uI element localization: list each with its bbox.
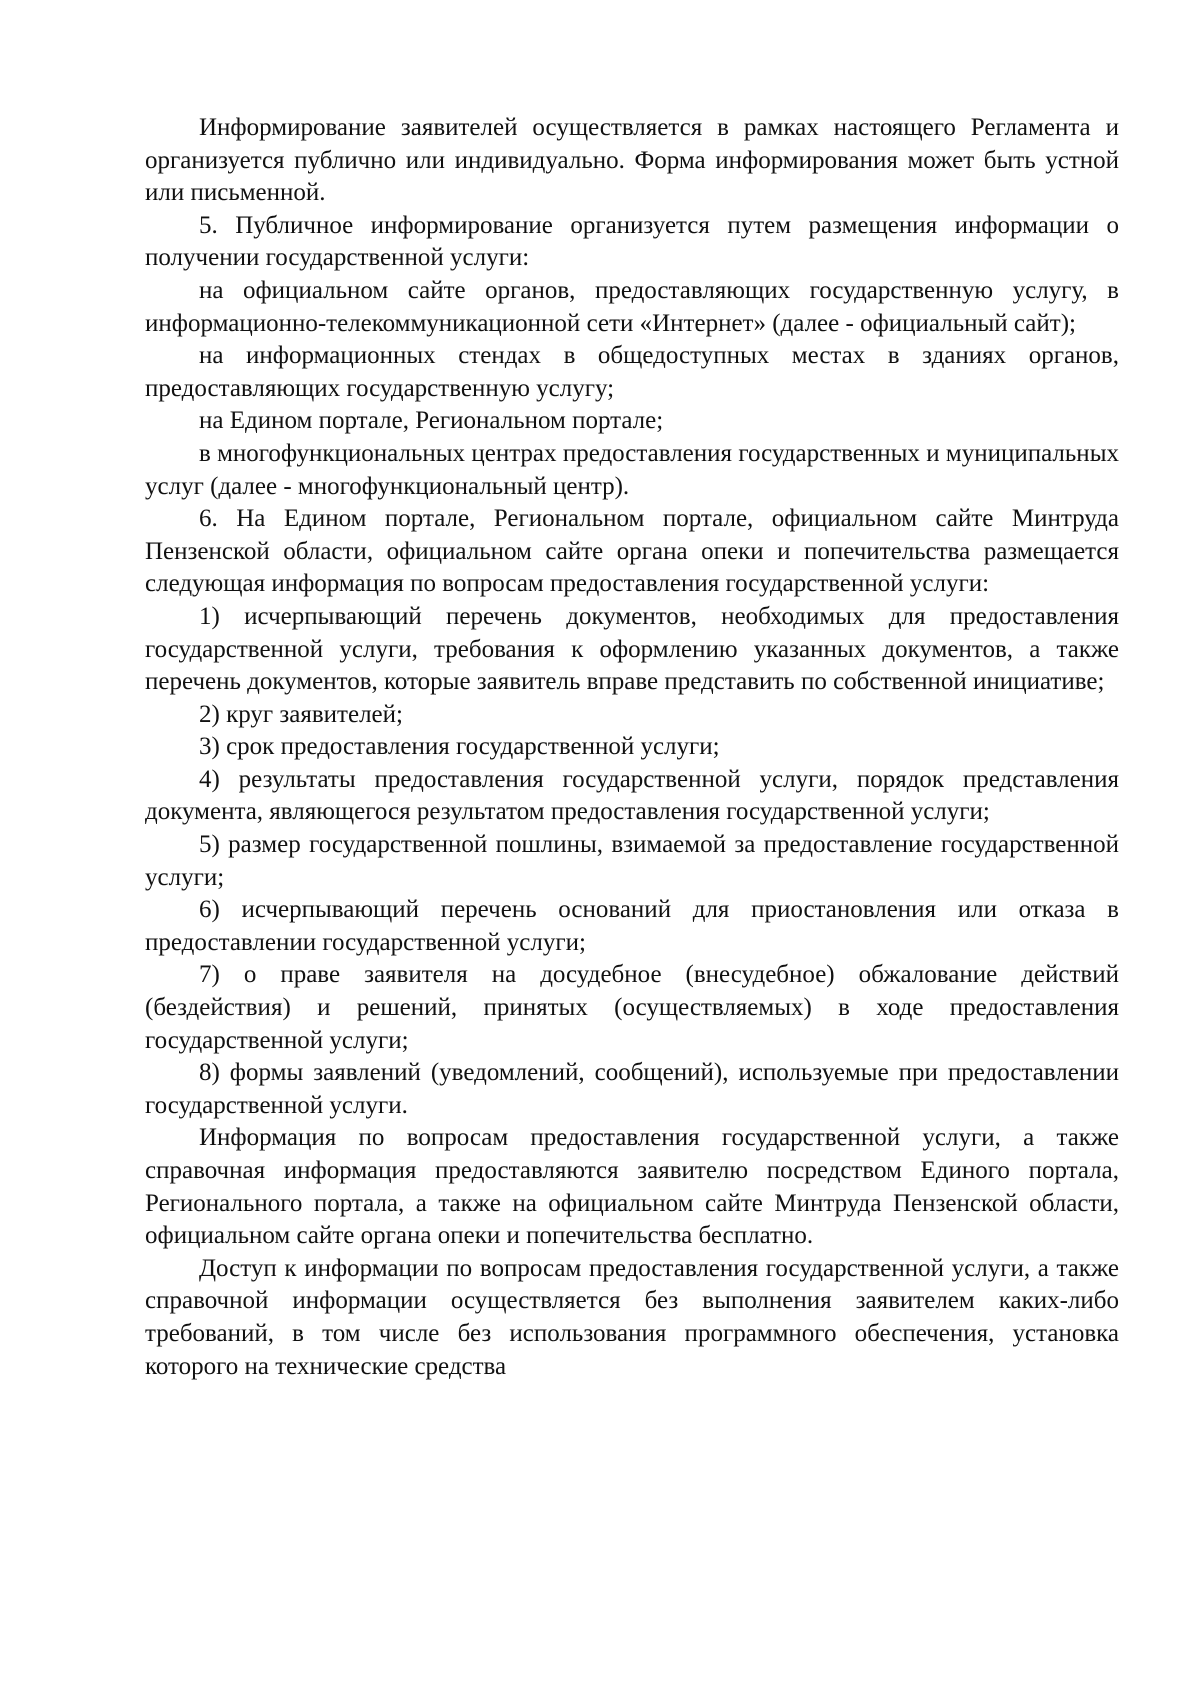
list-item-4-results: 4) результаты предоставления государственной услуги, порядок представления документа, являющегося результатом предоставления государственной услуги; bbox=[145, 765, 1119, 826]
paragraph-informing-forms: Информирование заявителей осуществляется в рамках настоящего Регламента и организуется публично или индивидуально. Форма информирования может быть устной или письменной. bbox=[145, 114, 1119, 207]
paragraph-free-information: Информация по вопросам предоставления государственной услуги, а также справочная информация предоставляются заявителю посредством Единого портала, Регионального портала, а также на официальном сайте Минтруда Пензенской области, официальном сайте органа опеки и попечительства бесплатно. bbox=[145, 1124, 1119, 1250]
paragraph-unified-portal: на Едином портале, Региональном портале; bbox=[199, 407, 664, 435]
paragraph-mfc: в многофункциональных центрах предоставления государственных и муниципальных услуг (далее - многофункциональный центр). bbox=[145, 439, 1119, 500]
paragraph-info-stands: на информационных стендах в общедоступных местах в зданиях органов, предоставляющих государственную услугу; bbox=[145, 342, 1119, 402]
list-item-3-term: 3) срок предоставления государственной услуги; bbox=[199, 733, 720, 761]
list-item-2-applicants: 2) круг заявителей; bbox=[199, 700, 403, 728]
list-item-1-documents: 1) исчерпывающий перечень документов, необходимых для предоставления государственной услуги, требования к оформлению указанных документов, а также перечень документов, которые заявитель вправе представить по собственной инициативе; bbox=[145, 602, 1119, 696]
list-item-6-refusal-grounds: 6) исчерпывающий перечень оснований для приостановления или отказа в предоставлении государственной услуги; bbox=[145, 896, 1119, 956]
paragraph-item-6-published-info: 6. На Едином портале, Региональном портале, официальном сайте Минтруда Пензенской области, официальном сайте органа опеки и попечительства размещается следующая информация по вопросам предоставления государственной услуги: bbox=[145, 505, 1119, 598]
paragraph-access-to-information: Доступ к информации по вопросам предоставления государственной услуги, а также справочной информации осуществляется без выполнения заявителем каких-либо требований, в том числе без использования программного обеспечения, установка которого на технические средства bbox=[145, 1254, 1119, 1380]
list-item-5-state-duty: 5) размер государственной пошлины, взимаемой за предоставление государственной услуги; bbox=[145, 831, 1119, 891]
list-item-7-appeal-right: 7) о праве заявителя на досудебное (внесудебное) обжалование действий (бездействия) и решений, принятых (осуществляемых) в ходе предоставления государственной услуги; bbox=[145, 961, 1119, 1054]
list-item-8-application-forms: 8) формы заявлений (уведомлений, сообщений), используемые при предоставлении государственной услуги. bbox=[145, 1059, 1119, 1119]
paragraph-official-site: на официальном сайте органов, предоставляющих государственную услугу, в информационно-телекоммуникационной сети «Интернет» (далее - официальный сайт); bbox=[145, 276, 1119, 337]
paragraph-item-5-public-informing: 5. Публичное информирование организуется путем размещения информации о получении государственной услуги: bbox=[145, 211, 1119, 272]
document-page bbox=[145, 112, 1119, 1383]
